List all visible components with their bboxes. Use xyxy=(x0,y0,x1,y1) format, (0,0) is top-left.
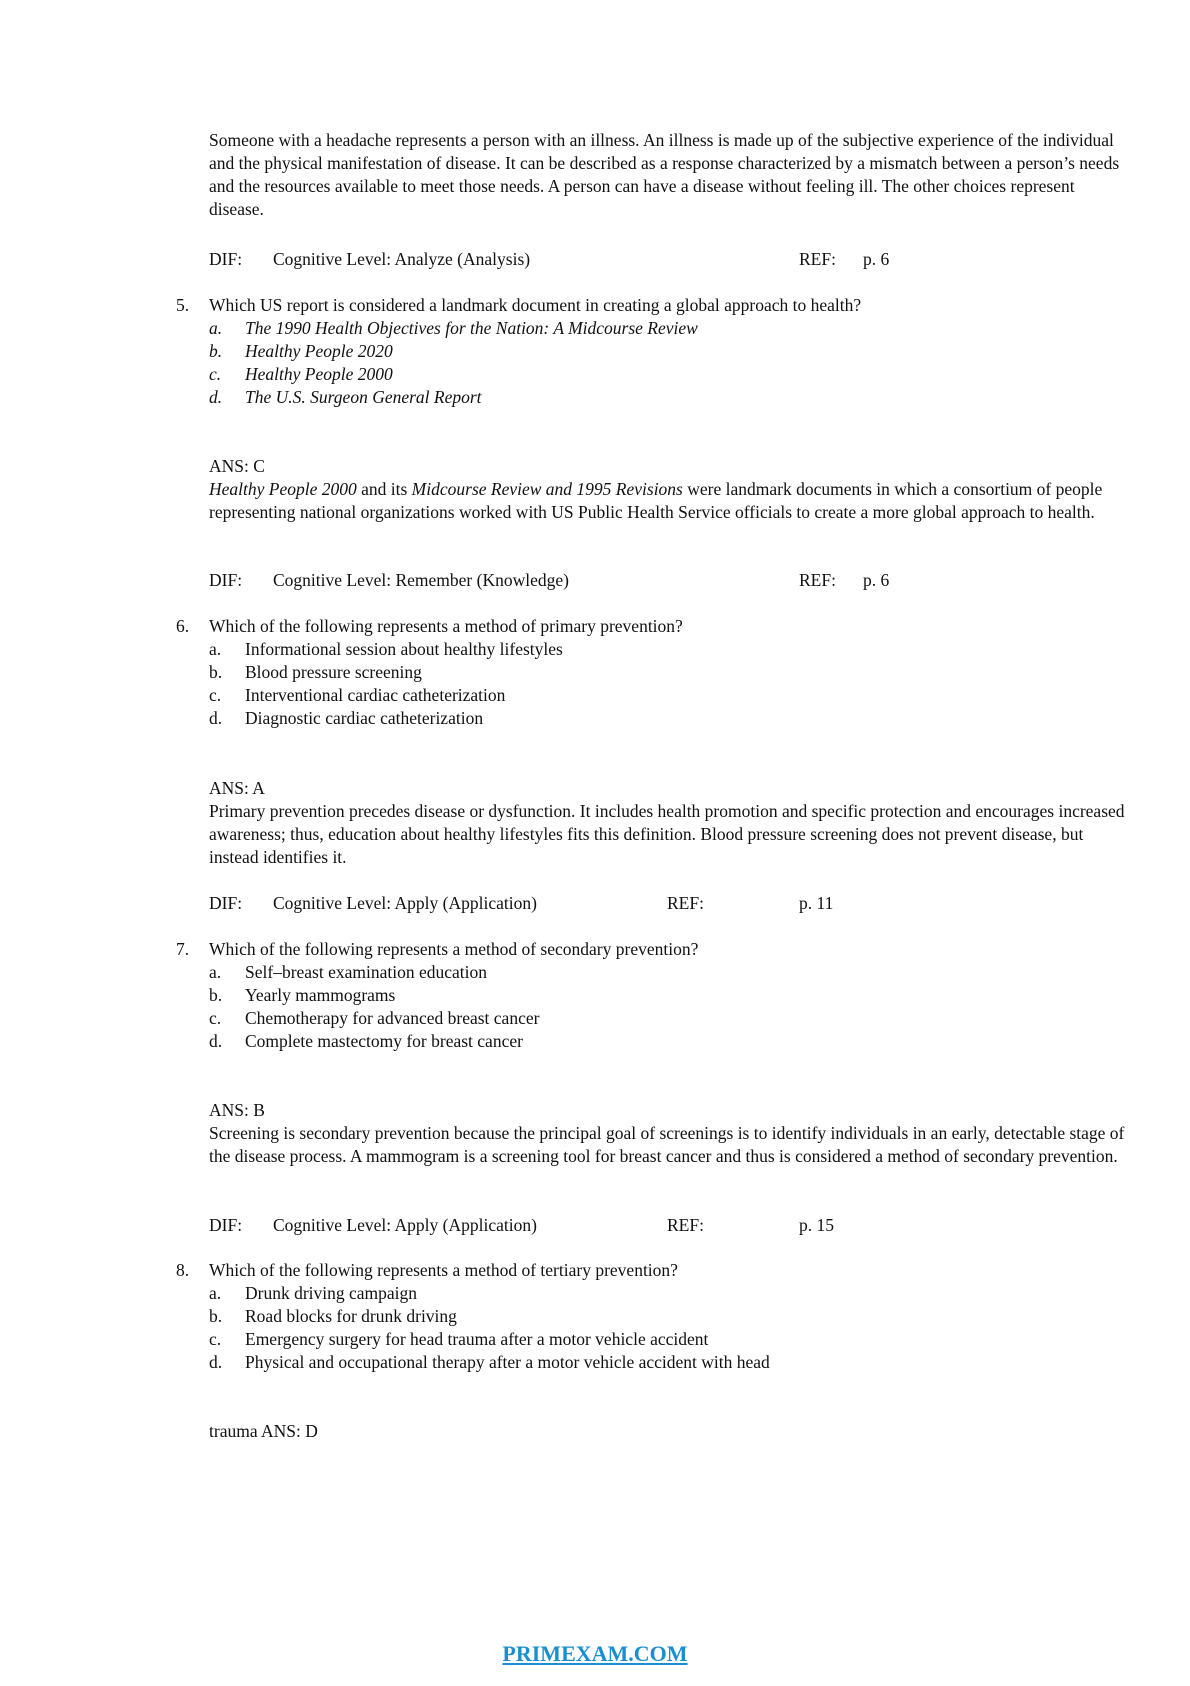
explanation-italic-title: Healthy People 2000 xyxy=(209,479,357,499)
dif-value: Cognitive Level: Remember (Knowledge) xyxy=(273,570,569,590)
option-letter: d. xyxy=(209,708,223,728)
option-letter: b. xyxy=(209,985,223,1005)
explanation-text: were landmark documents in which a consortium of people representing national organizations worked with US Public Health Service officials to create a more global approach to health. xyxy=(209,479,1103,522)
ref-value: p. 6 xyxy=(863,249,890,269)
option-text: Yearly mammograms xyxy=(245,985,396,1005)
ref-value: p. 15 xyxy=(799,1215,834,1235)
option-letter: b. xyxy=(209,341,223,361)
answer-key: ANS: B xyxy=(209,1100,265,1120)
option-letter: d. xyxy=(209,1031,223,1051)
question-explanation: Primary prevention precedes disease or dysfunction. It includes health promotion and specific protection and encourages increased awareness; thus, education about healthy lifestyles fits this definition. Blood pressure screening does not prevent disease, but instead identifies it. xyxy=(209,801,1125,867)
footer-link[interactable]: PRIMEXAM.COM xyxy=(502,1641,688,1666)
option-text: Healthy People 2020 xyxy=(245,341,393,361)
option-letter: a. xyxy=(209,962,222,982)
question-explanation-block xyxy=(209,478,1129,524)
option-letter: c. xyxy=(209,1008,222,1028)
question-text: Which of the following represents a method of tertiary prevention? xyxy=(209,1260,678,1280)
question-number: 7. xyxy=(176,939,190,959)
question-meta-row xyxy=(209,569,1109,592)
option-text: Emergency surgery for head trauma after a motor vehicle accident xyxy=(245,1329,709,1349)
option-letter: d. xyxy=(209,387,223,407)
question-explanation-block xyxy=(209,1122,1129,1168)
answer-key: trauma ANS: D xyxy=(209,1421,318,1441)
option-letter: a. xyxy=(209,318,223,338)
intro-explanation: Someone with a headache represents a person with an illness. An illness is made up of the subjective experience of the individual and the physical manifestation of disease. It can be described as a response characterized by a mismatch between a person’s needs and the resources available to meet those needs. A person can have a disease without feeling ill. The other choices represent disease. xyxy=(209,130,1120,219)
question-explanation: Screening is secondary prevention because the principal goal of screenings is to identify individuals in an early, detectable stage of the disease process. A mammogram is a screening tool for breast cancer and thus is considered a method of secondary prevention. xyxy=(209,1123,1125,1166)
question-explanation-block xyxy=(209,800,1129,869)
option-letter: b. xyxy=(209,1306,223,1326)
option-text: Chemotherapy for advanced breast cancer xyxy=(245,1008,540,1028)
dif-label: DIF: xyxy=(209,1215,243,1235)
answer-key: ANS: A xyxy=(209,778,265,798)
dif-value: Cognitive Level: Analyze (Analysis) xyxy=(273,249,531,269)
question-explanation xyxy=(209,478,1129,524)
option-letter: a. xyxy=(209,639,222,659)
option-text: The U.S. Surgeon General Report xyxy=(245,387,482,407)
option-text: Complete mastectomy for breast cancer xyxy=(245,1031,523,1051)
question-text: Which of the following represents a method of primary prevention? xyxy=(209,616,683,636)
dif-label: DIF: xyxy=(209,570,243,590)
option-text: Physical and occupational therapy after a motor vehicle accident with head xyxy=(245,1352,770,1372)
option-text: Road blocks for drunk driving xyxy=(245,1306,457,1326)
question-number: 5. xyxy=(176,295,190,315)
question-number: 8. xyxy=(176,1260,190,1280)
option-text: Self–breast examination education xyxy=(245,962,488,982)
intro-meta-row xyxy=(209,248,1109,271)
ref-value: p. 6 xyxy=(863,570,890,590)
dif-label: DIF: xyxy=(209,249,243,269)
question-meta-row xyxy=(209,892,1109,915)
option-letter: c. xyxy=(209,364,222,384)
option-letter: c. xyxy=(209,685,222,705)
option-text: Healthy People 2000 xyxy=(245,364,393,384)
dif-value: Cognitive Level: Apply (Application) xyxy=(273,893,537,913)
explanation-italic-title: Midcourse Review and 1995 Revisions xyxy=(411,479,683,499)
option-text: Drunk driving campaign xyxy=(245,1283,418,1303)
option-letter: a. xyxy=(209,1283,222,1303)
ref-label: REF: xyxy=(799,570,836,590)
dif-value: Cognitive Level: Apply (Application) xyxy=(273,1215,537,1235)
option-text: Blood pressure screening xyxy=(245,662,422,682)
question-text: Which US report is considered a landmark document in creating a global approach to health? xyxy=(209,295,862,315)
question-text: Which of the following represents a method of secondary prevention? xyxy=(209,939,699,959)
dif-label: DIF: xyxy=(209,893,243,913)
intro-explanation-block xyxy=(209,129,1129,221)
ref-value: p. 11 xyxy=(799,893,834,913)
ref-label: REF: xyxy=(667,893,704,913)
ref-label: REF: xyxy=(799,249,836,269)
option-text: Diagnostic cardiac catheterization xyxy=(245,708,484,728)
answer-key: ANS: C xyxy=(209,456,265,476)
option-letter: c. xyxy=(209,1329,222,1349)
option-letter: d. xyxy=(209,1352,223,1372)
option-letter: b. xyxy=(209,662,223,682)
option-text: The 1990 Health Objectives for the Nation: A Midcourse Review xyxy=(245,318,698,338)
question-meta-row xyxy=(209,1214,1109,1237)
option-text: Interventional cardiac catheterization xyxy=(245,685,506,705)
question-number: 6. xyxy=(176,616,190,636)
ref-label: REF: xyxy=(667,1215,704,1235)
option-text: Informational session about healthy lifestyles xyxy=(245,639,563,659)
explanation-text: and its xyxy=(356,479,412,499)
